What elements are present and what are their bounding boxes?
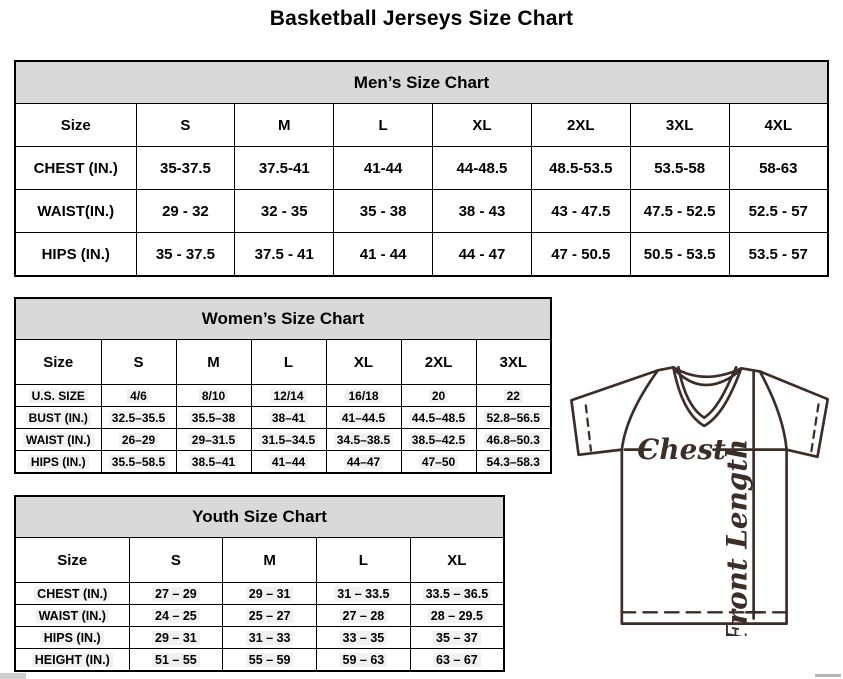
cell-value: 47–50 (401, 451, 476, 474)
cell-value: 44–47 (326, 451, 401, 474)
cell-value: 44-48.5 (433, 147, 532, 190)
cell-value: 32.5–35.5 (101, 407, 176, 429)
jersey-diagram-icon (558, 358, 836, 636)
size-col-header: 2XL (531, 104, 630, 147)
cell-value: 31.5–34.5 (251, 429, 326, 451)
cell-value: 41 - 44 (334, 233, 433, 277)
size-col-header: L (334, 104, 433, 147)
row-label: CHEST (IN.) (15, 147, 136, 190)
cell-value: 46.8–50.3 (476, 429, 551, 451)
cell-value: 34.5–38.5 (326, 429, 401, 451)
front-length-measure-label: Front Length (720, 438, 754, 636)
cell-value: 44 - 47 (433, 233, 532, 277)
cell-value: 54.3–58.3 (476, 451, 551, 474)
mens-size-table (14, 60, 829, 277)
table-row (15, 649, 504, 672)
cell-value: 35 – 37 (410, 627, 504, 649)
page-title: Basketball Jerseys Size Chart (269, 7, 574, 30)
cell-value: 43 - 47.5 (531, 190, 630, 233)
cell-value: 41-44 (334, 147, 433, 190)
cell-value: 27 – 29 (129, 583, 223, 605)
size-col-header: XL (326, 340, 401, 385)
table-row (15, 147, 828, 190)
table-row (15, 627, 504, 649)
cell-value: 28 – 29.5 (410, 605, 504, 627)
cell-value: 41–44.5 (326, 407, 401, 429)
row-label: WAIST (IN.) (15, 605, 129, 627)
cell-value: 37.5-41 (235, 147, 334, 190)
cell-value: 38–41 (251, 407, 326, 429)
size-col-header: XL (410, 538, 504, 583)
cell-value: 31 – 33.5 (317, 583, 411, 605)
size-col-header: M (223, 538, 317, 583)
row-label: BUST (IN.) (15, 407, 101, 429)
cell-value: 35-37.5 (136, 147, 235, 190)
cell-value: 33 – 35 (317, 627, 411, 649)
size-col-header: L (317, 538, 411, 583)
cell-value: 35.5–58.5 (101, 451, 176, 474)
row-label: HEIGHT (IN.) (15, 649, 129, 672)
cell-value: 38.5–42.5 (401, 429, 476, 451)
cell-value: 63 – 67 (410, 649, 504, 672)
cell-value: 47.5 - 52.5 (630, 190, 729, 233)
size-col-header: 3XL (630, 104, 729, 147)
cell-value: 29 – 31 (223, 583, 317, 605)
cell-value: 44.5–48.5 (401, 407, 476, 429)
table-header-band (15, 61, 828, 104)
table-row (15, 407, 551, 429)
size-header-label: Size (15, 104, 136, 147)
cell-value: 51 – 55 (129, 649, 223, 672)
cell-value: 12/14 (251, 385, 326, 407)
cell-value: 31 – 33 (223, 627, 317, 649)
cell-value: 53.5 - 57 (729, 233, 828, 277)
size-col-header: M (235, 104, 334, 147)
cell-value: 33.5 – 36.5 (410, 583, 504, 605)
womens-table-title: Women’s Size Chart (15, 298, 551, 340)
table-row (15, 583, 504, 605)
size-col-header: 3XL (476, 340, 551, 385)
cell-value: 29–31.5 (176, 429, 251, 451)
row-label: CHEST (IN.) (15, 583, 129, 605)
cell-value: 29 – 31 (129, 627, 223, 649)
cell-value: 38.5–41 (176, 451, 251, 474)
cell-value: 58-63 (729, 147, 828, 190)
row-label: WAIST(IN.) (15, 190, 136, 233)
cell-value: 52.5 - 57 (729, 190, 828, 233)
cell-value: 35 - 37.5 (136, 233, 235, 277)
cell-value: 4/6 (101, 385, 176, 407)
cell-value: 52.8–56.5 (476, 407, 551, 429)
cell-value: 16/18 (326, 385, 401, 407)
size-col-header: S (129, 538, 223, 583)
row-label: HIPS (IN.) (15, 233, 136, 277)
cell-value: 29 - 32 (136, 190, 235, 233)
cell-value: 47 - 50.5 (531, 233, 630, 277)
size-col-header: M (176, 340, 251, 385)
table-row (15, 605, 504, 627)
womens-size-table (14, 297, 552, 474)
size-header-label: Size (15, 340, 101, 385)
cell-value: 55 – 59 (223, 649, 317, 672)
table-row (15, 385, 551, 407)
cell-value: 26–29 (101, 429, 176, 451)
cell-value: 32 - 35 (235, 190, 334, 233)
table-row (15, 429, 551, 451)
cell-value: 48.5-53.5 (531, 147, 630, 190)
size-col-header: 4XL (729, 104, 828, 147)
cell-value: 35 - 38 (334, 190, 433, 233)
scrollbar-artifact-right (815, 674, 841, 677)
size-header-row (15, 340, 551, 385)
row-label: HIPS (IN.) (15, 627, 129, 649)
cell-value: 20 (401, 385, 476, 407)
cell-value: 37.5 - 41 (235, 233, 334, 277)
size-header-label: Size (15, 538, 129, 583)
cell-value: 59 – 63 (317, 649, 411, 672)
jersey-measurement-diagram (558, 358, 836, 641)
row-label: WAIST (IN.) (15, 429, 101, 451)
cell-value: 50.5 - 53.5 (630, 233, 729, 277)
cell-value: 22 (476, 385, 551, 407)
row-label: U.S. SIZE (15, 385, 101, 407)
size-col-header: 2XL (401, 340, 476, 385)
size-col-header: S (101, 340, 176, 385)
cell-value: 24 – 25 (129, 605, 223, 627)
table-header-band (15, 298, 551, 340)
cell-value: 35.5–38 (176, 407, 251, 429)
chest-measure-label: Chest (637, 432, 726, 466)
row-label: HIPS (IN.) (15, 451, 101, 474)
table-row (15, 233, 828, 277)
cell-value: 8/10 (176, 385, 251, 407)
cell-value: 27 – 28 (317, 605, 411, 627)
table-row (15, 190, 828, 233)
table-header-band (15, 496, 504, 538)
cell-value: 53.5-58 (630, 147, 729, 190)
size-col-header: L (251, 340, 326, 385)
cell-value: 41–44 (251, 451, 326, 474)
youth-size-table (14, 495, 505, 672)
size-col-header: S (136, 104, 235, 147)
youth-table-title: Youth Size Chart (15, 496, 504, 538)
size-header-row (15, 538, 504, 583)
table-row (15, 451, 551, 474)
size-header-row (15, 104, 828, 147)
mens-table-title: Men’s Size Chart (15, 61, 828, 104)
cell-value: 38 - 43 (433, 190, 532, 233)
size-col-header: XL (433, 104, 532, 147)
scrollbar-artifact-left (0, 673, 26, 679)
cell-value: 25 – 27 (223, 605, 317, 627)
